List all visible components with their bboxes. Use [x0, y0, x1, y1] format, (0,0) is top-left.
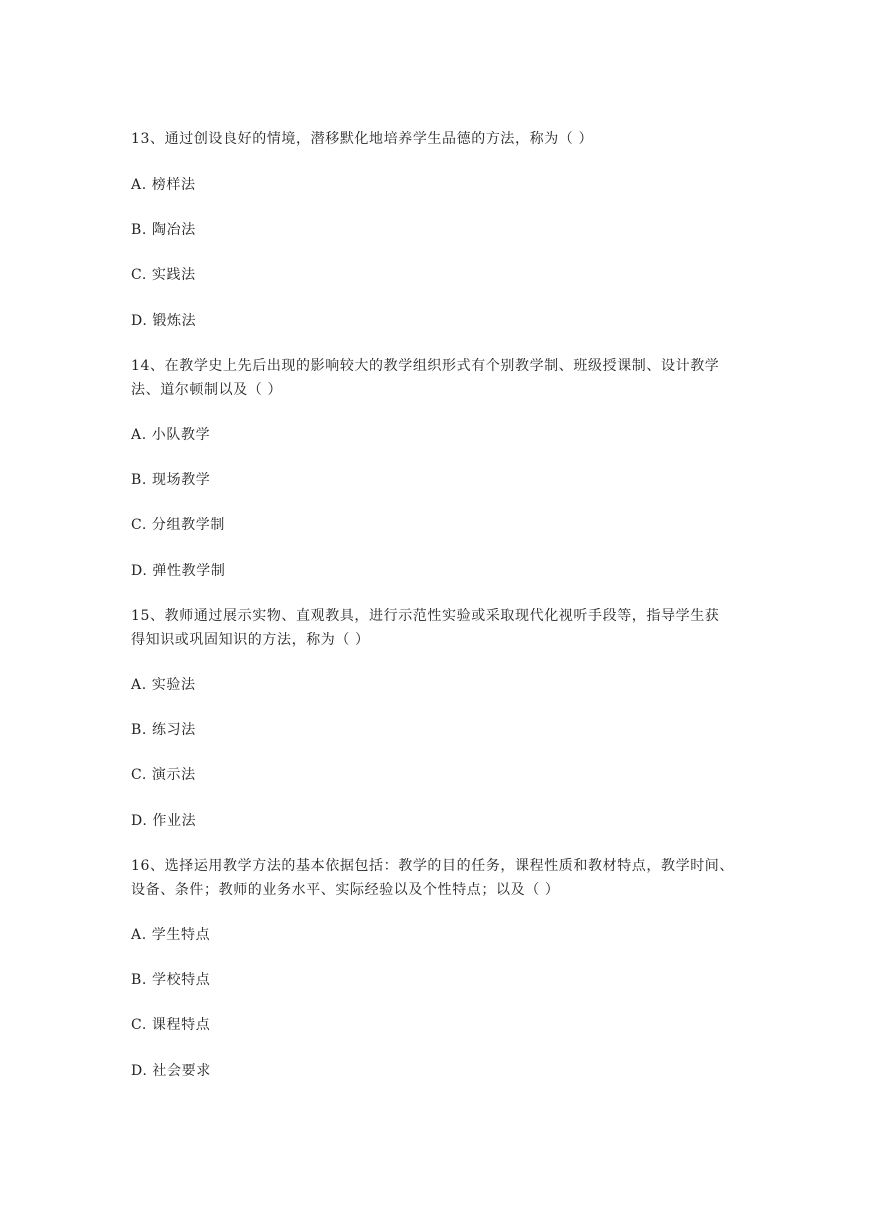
question-14-option-b: B. 现场教学 — [131, 472, 211, 488]
question-15-stem-line-2: 得知识或巩固知识的方法，称为（ ） — [131, 632, 370, 648]
question-13-stem — [131, 127, 743, 151]
question-16-stem-line-1: 16、选择运用教学方法的基本依据包括：教学的目的任务，课程性质和教材特点，教学时间、 — [131, 858, 735, 874]
question-15-stem — [131, 604, 743, 652]
question-16-stem-line-2: 设备、条件；教师的业务水平、实际经验以及个性特点；以及（ ） — [131, 882, 560, 898]
question-16-option-d: D. 社会要求 — [131, 1063, 211, 1079]
question-14-option-c: C. 分组教学制 — [131, 517, 225, 533]
question-16-option-b: B. 学校特点 — [131, 972, 211, 988]
question-13-option-c: C. 实践法 — [131, 267, 196, 283]
question-13-option-b: B. 陶冶法 — [131, 222, 196, 238]
question-13-option-a: A. 榜样法 — [131, 177, 196, 193]
question-14-stem-line-1: 14、在教学史上先后出现的影响较大的教学组织形式有个别教学制、班级授课制、设计教学 — [131, 358, 720, 374]
question-14-stem-line-2: 法、道尔顿制以及（ ） — [131, 382, 283, 398]
question-16-option-a: A. 学生特点 — [131, 927, 211, 943]
question-14-option-a: A. 小队教学 — [131, 427, 211, 443]
question-15-option-a: A. 实验法 — [131, 677, 196, 693]
question-13-stem-line-1: 13、通过创设良好的情境，潜移默化地培养学生品德的方法，称为（ ） — [131, 131, 594, 147]
question-15-option-c: C. 演示法 — [131, 767, 196, 783]
question-15-option-d: D. 作业法 — [131, 813, 197, 829]
question-13-option-d: D. 锻炼法 — [131, 313, 197, 329]
question-14-option-d: D. 弹性教学制 — [131, 563, 226, 579]
question-15-stem-line-1: 15、教师通过展示实物、直观教具，进行示范性实验或采取现代化视听手段等，指导学生获 — [131, 608, 720, 624]
question-14-stem — [131, 354, 743, 402]
question-15-option-b: B. 练习法 — [131, 722, 196, 738]
question-16-stem — [131, 854, 743, 902]
question-16-option-c: C. 课程特点 — [131, 1017, 211, 1033]
